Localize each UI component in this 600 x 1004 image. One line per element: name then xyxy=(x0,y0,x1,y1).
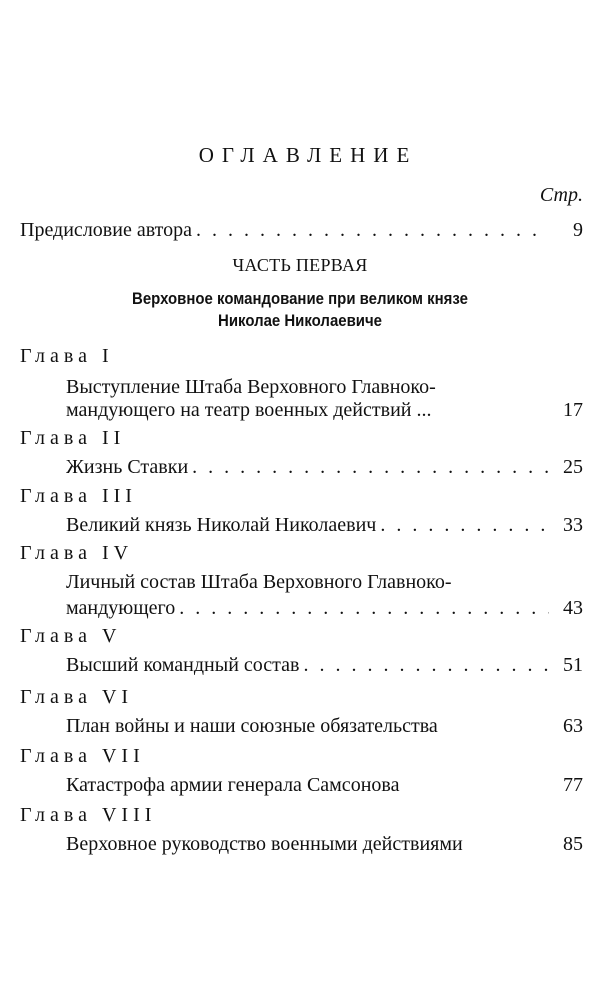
toc-entry-title-cont: мандующего на театр военных действий ... xyxy=(66,399,432,421)
toc-entry-page: 9 xyxy=(573,219,583,241)
leader-dots xyxy=(380,512,549,538)
chapter-heading: Глава I xyxy=(20,345,114,367)
toc-entry-page: 51 xyxy=(563,654,583,676)
toc-entry-page: 63 xyxy=(563,715,583,737)
leader-dots xyxy=(192,454,549,480)
toc-entry-title: Предисловие автора xyxy=(20,219,192,241)
toc-entry-chapter-7[interactable] xyxy=(66,772,583,798)
chapter-heading: Глава VII xyxy=(20,745,145,767)
chapter-heading: Глава II xyxy=(20,427,126,449)
toc-entry-title: План войны и наши союзные обязательства xyxy=(66,715,438,737)
chapter-heading: Глава V xyxy=(20,625,122,647)
toc-entry-title: Верховное руководство военными действиями xyxy=(66,833,463,855)
toc-entry-chapter-3[interactable] xyxy=(66,512,583,538)
chapter-heading: Глава IV xyxy=(20,542,134,564)
toc-entry-chapter-5[interactable] xyxy=(66,652,583,678)
toc-entry-title: Катастрофа армии генерала Самсонова xyxy=(66,774,400,796)
toc-entry-title: Высший командный состав xyxy=(66,654,300,676)
toc-entry-chapter-6[interactable] xyxy=(66,713,583,739)
page-column-label: Стр. xyxy=(539,184,583,206)
toc-entry-chapter-2[interactable] xyxy=(66,454,583,480)
part-title-line2: Николае Николаевиче xyxy=(218,311,382,330)
toc-entry-page: 85 xyxy=(563,833,583,855)
toc-entry-page: 77 xyxy=(563,774,583,796)
toc-entry-chapter-4[interactable] xyxy=(66,595,583,621)
toc-entry-title-cont: мандующего xyxy=(66,597,176,619)
toc-entry-page: 33 xyxy=(563,514,583,536)
toc-entry-page: 17 xyxy=(563,399,583,421)
leader-dots xyxy=(196,217,549,243)
leader-dots xyxy=(303,652,549,678)
toc-entry-chapter-1[interactable] xyxy=(66,397,583,423)
toc-entry-title: Жизнь Ставки xyxy=(66,456,189,478)
toc-entry-page: 43 xyxy=(563,597,583,619)
toc-entry-title: Великий князь Николай Николаевич xyxy=(66,514,377,536)
leader-dots xyxy=(179,595,549,621)
toc-entry-preface[interactable] xyxy=(20,217,583,243)
page-title: ОГЛАВЛЕНИЕ xyxy=(198,143,418,167)
chapter-heading: Глава VI xyxy=(20,686,134,708)
toc-entry-page: 25 xyxy=(563,456,583,478)
toc-entry-title[interactable]: Выступление Штаба Верховного Главноко- xyxy=(66,376,436,398)
part-label: ЧАСТЬ ПЕРВАЯ xyxy=(232,255,368,275)
toc-entry-title[interactable]: Личный состав Штаба Верховного Главноко- xyxy=(66,571,452,593)
part-title-line1: Верховное командование при великом князе xyxy=(132,289,468,308)
chapter-heading: Глава III xyxy=(20,485,137,507)
chapter-heading: Глава VIII xyxy=(20,804,157,826)
toc-entry-chapter-8[interactable] xyxy=(66,831,583,857)
